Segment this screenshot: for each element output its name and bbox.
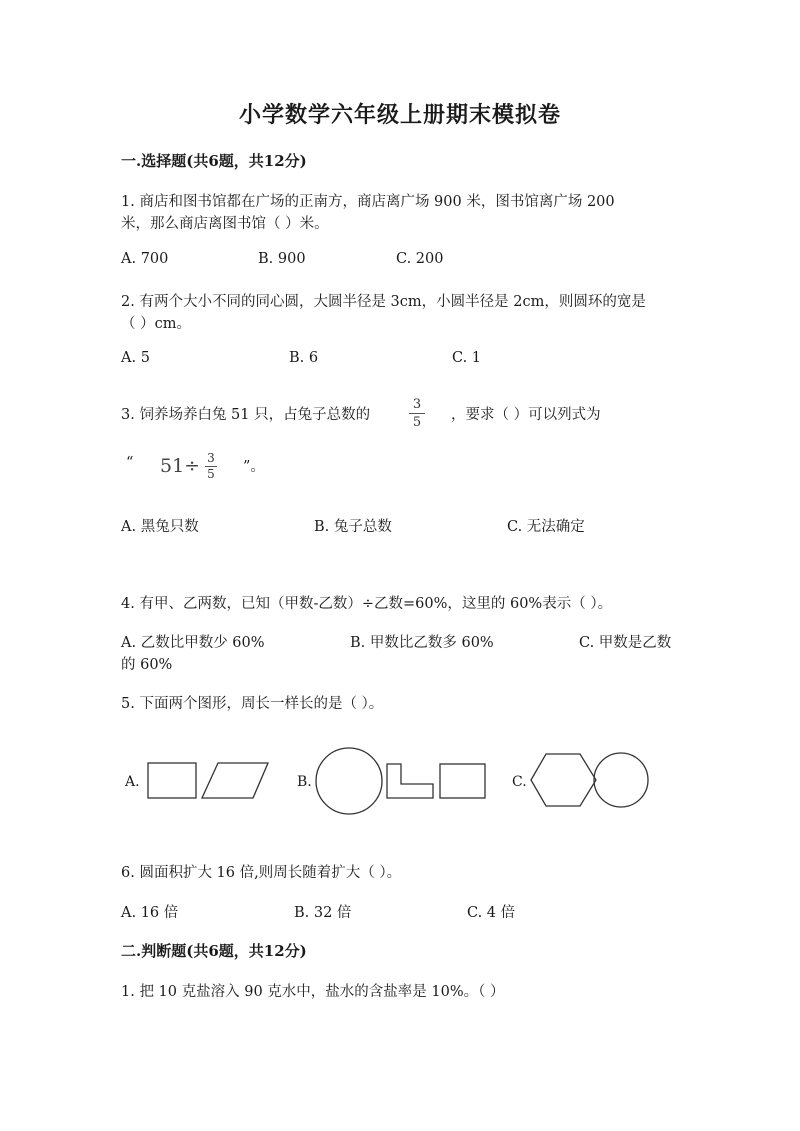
question-4-option-a: A. 乙数比甲数少 60%	[121, 635, 265, 651]
figure-label-a: A.	[125, 774, 140, 790]
figure-b-rectangle	[440, 764, 485, 798]
question-2-line-2: （ ）cm。	[121, 316, 191, 332]
question-2-option-a: A. 5	[121, 350, 150, 366]
question-1-option-c: C. 200	[396, 251, 444, 267]
question-6-option-c: C. 4 倍	[467, 905, 516, 921]
question-2-option-c: C. 1	[452, 350, 482, 366]
question-6-option-b: B. 32 倍	[294, 905, 352, 921]
figure-c-hexagon	[531, 754, 596, 806]
fraction-numerator: 3	[207, 451, 215, 465]
fraction-denominator: 5	[207, 467, 215, 481]
figure-label-c: C.	[512, 774, 527, 790]
section-heading-choice: 一.选择题(共6题，共12分)	[121, 152, 307, 170]
question-3-option-a: A. 黑兔只数	[121, 519, 199, 535]
question-2-option-b: B. 6	[289, 350, 319, 366]
question-3-option-b: B. 兔子总数	[314, 519, 392, 535]
question-1-line-2: 米，那么商店离图书馆（ ）米。	[121, 216, 329, 232]
figure-a-square	[148, 763, 196, 798]
figure-c-circle	[594, 753, 648, 807]
question-4-option-b: B. 甲数比乙数多 60%	[350, 635, 494, 651]
question-1-option-a: A. 700	[121, 251, 169, 267]
question-3-close-quote: ”。	[243, 459, 265, 475]
question-2-line-1: 2. 有两个大小不同的同心圆，大圆半径是 3cm，小圆半径是 2cm，则圆环的宽是	[121, 294, 646, 310]
question-6-line-1: 6. 圆面积扩大 16 倍,则周长随着扩大（ ）。	[121, 865, 402, 881]
question-6-option-a: A. 16 倍	[121, 905, 179, 921]
figure-a-parallelogram	[202, 763, 268, 798]
judgement-1-line-1: 1. 把 10 克盐溶入 90 克水中，盐水的含盐率是 10%。（ ）	[121, 984, 505, 1000]
fraction-numerator: 3	[412, 397, 422, 412]
question-3-option-c: C. 无法确定	[507, 519, 585, 535]
figure-label-b: B.	[297, 774, 312, 790]
figure-b-circle	[316, 748, 382, 814]
fraction-denominator: 5	[412, 415, 422, 430]
figure-b-l-shape	[387, 764, 433, 798]
question-4-line-1: 4. 有甲、乙两数，已知（甲数-乙数）÷乙数=60%，这里的 60%表示（ ）。	[121, 596, 613, 612]
page-title: 小学数学六年级上册期末模拟卷	[238, 102, 561, 128]
question-4-option-c-wrap: 的 60%	[121, 657, 173, 673]
question-1-line-1: 1. 商店和图书馆都在广场的正南方，商店离广场 900 米，图书馆离广场 200	[121, 194, 615, 210]
question-1-option-b: B. 900	[258, 251, 306, 267]
question-5-line-1: 5. 下面两个图形，周长一样长的是（ ）。	[121, 696, 384, 712]
section-heading-judgement: 二.判断题(共6题，共12分)	[121, 942, 307, 960]
question-3-part-2: ，要求（ ）可以列式为	[451, 407, 601, 423]
question-3-part-1: 3. 饲养场养白兔 51 只，占兔子总数的	[121, 407, 371, 423]
question-3-open-quote: “	[126, 455, 134, 471]
question-4-option-c: C. 甲数是乙数	[579, 635, 672, 651]
question-3-expression: 51÷	[160, 455, 201, 477]
